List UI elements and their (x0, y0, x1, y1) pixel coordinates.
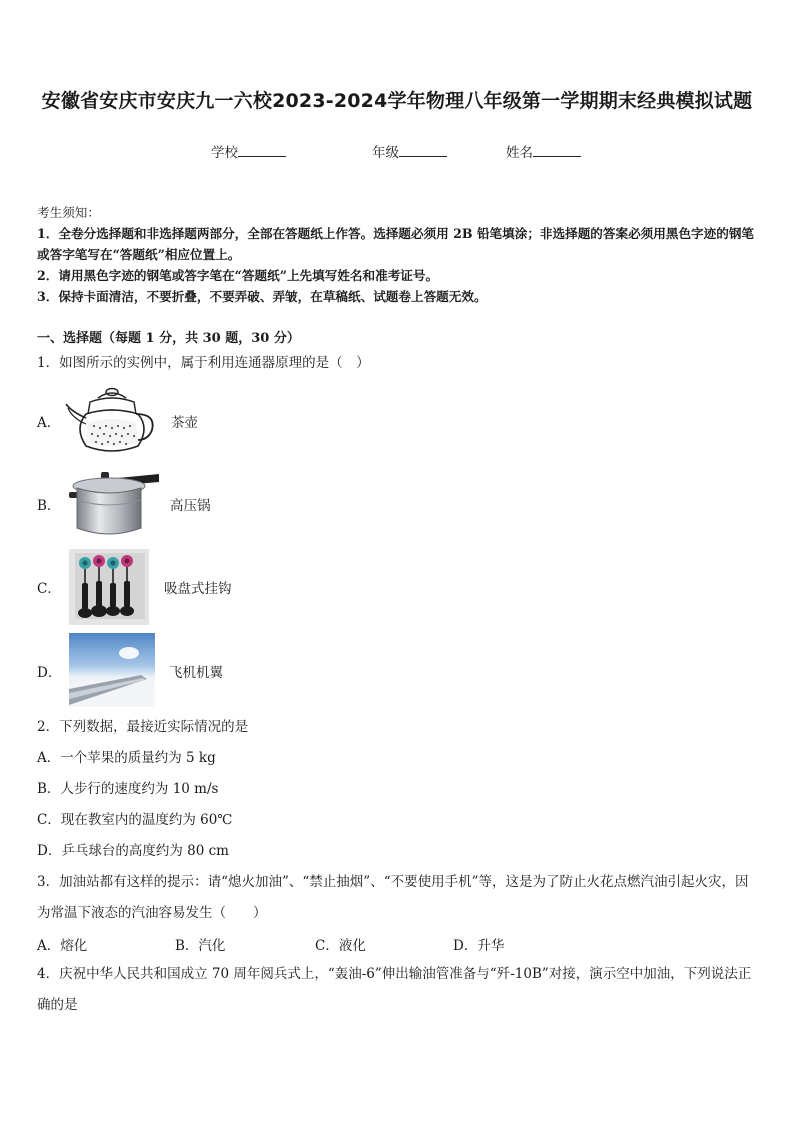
exam-notes (37, 202, 759, 307)
q3-option-b: B．汽化 (175, 938, 226, 954)
suction-hooks-icon (69, 549, 149, 625)
note-item: 1．全卷分选择题和非选择题两部分，全部在答题纸上作答。选择题必须用 2B 铅笔填涂；非选择题的答案必须用黑色字迹的钢笔或答字笔写在“答题纸”相应位置上。 (37, 226, 755, 262)
name-label: 姓名 (506, 145, 533, 161)
q1-option-d-label: 飞机机翼 (169, 665, 223, 681)
q1-option-b-letter: B． (37, 498, 61, 514)
grade-blank[interactable] (399, 143, 447, 157)
q2-option-c: C．现在教室内的温度约为 60℃ (37, 812, 233, 828)
grade-label: 年级 (372, 145, 399, 161)
exam-title: 安徽省安庆市安庆九一六校2023-2024学年物理八年级第一学期期末经典模拟试题 (41, 90, 753, 112)
airplane-wing-icon (69, 633, 155, 707)
question-1-stem: 1．如图所示的实例中，属于利用连通器原理的是（ ） (37, 355, 370, 371)
q1-option-d-letter: D． (37, 665, 62, 681)
teapot-icon (64, 384, 158, 456)
pressure-cooker-icon (67, 470, 161, 540)
question-3-stem: 3．加油站都有这样的提示：请“熄火加油”、“禁止抽烟”、“不要使用手机”等，这是为了防止火花点燃汽油引起火灾，因为常温下液态的汽油容易发生（ ） (37, 874, 749, 921)
q1-option-a-label: 茶壶 (171, 415, 198, 431)
q1-option-c-label: 吸盘式挂钩 (164, 581, 232, 597)
q3-option-d: D．升华 (453, 938, 505, 954)
name-field[interactable] (506, 141, 581, 161)
school-blank[interactable] (238, 143, 286, 157)
note-item: 3．保持卡面清洁，不要折叠，不要弄破、弄皱，在草稿纸、试题卷上答题无效。 (37, 289, 487, 304)
q3-option-c: C．液化 (315, 938, 366, 954)
q2-option-d: D．乒乓球台的高度约为 80 cm (37, 843, 229, 859)
q2-option-a: A．一个苹果的质量约为 5 kg (37, 750, 216, 766)
notes-heading: 考生须知： (37, 205, 100, 220)
grade-field[interactable] (372, 141, 447, 161)
question-4-stem: 4．庆祝中华人民共和国成立 70 周年阅兵式上，“轰油-6”伸出输油管准备与“歼-10B”对接，演示空中加油，下列说法正确的是 (37, 966, 752, 1013)
school-label: 学校 (211, 145, 238, 161)
q1-option-b-label: 高压锅 (170, 498, 211, 514)
note-item: 2．请用黑色字迹的钢笔或答字笔在“答题纸”上先填写姓名和准考证号。 (37, 268, 439, 283)
q2-option-b: B．人步行的速度约为 10 m/s (37, 781, 219, 797)
school-field[interactable] (211, 141, 286, 161)
question-2-stem: 2．下列数据，最接近实际情况的是 (37, 719, 249, 735)
q1-option-a-letter: A． (37, 415, 61, 431)
section-heading: 一、选择题（每题 1 分，共 30 题，30 分） (37, 331, 300, 346)
name-blank[interactable] (533, 143, 581, 157)
q1-option-c-letter: C． (37, 581, 61, 597)
q3-option-a: A．熔化 (37, 938, 88, 954)
